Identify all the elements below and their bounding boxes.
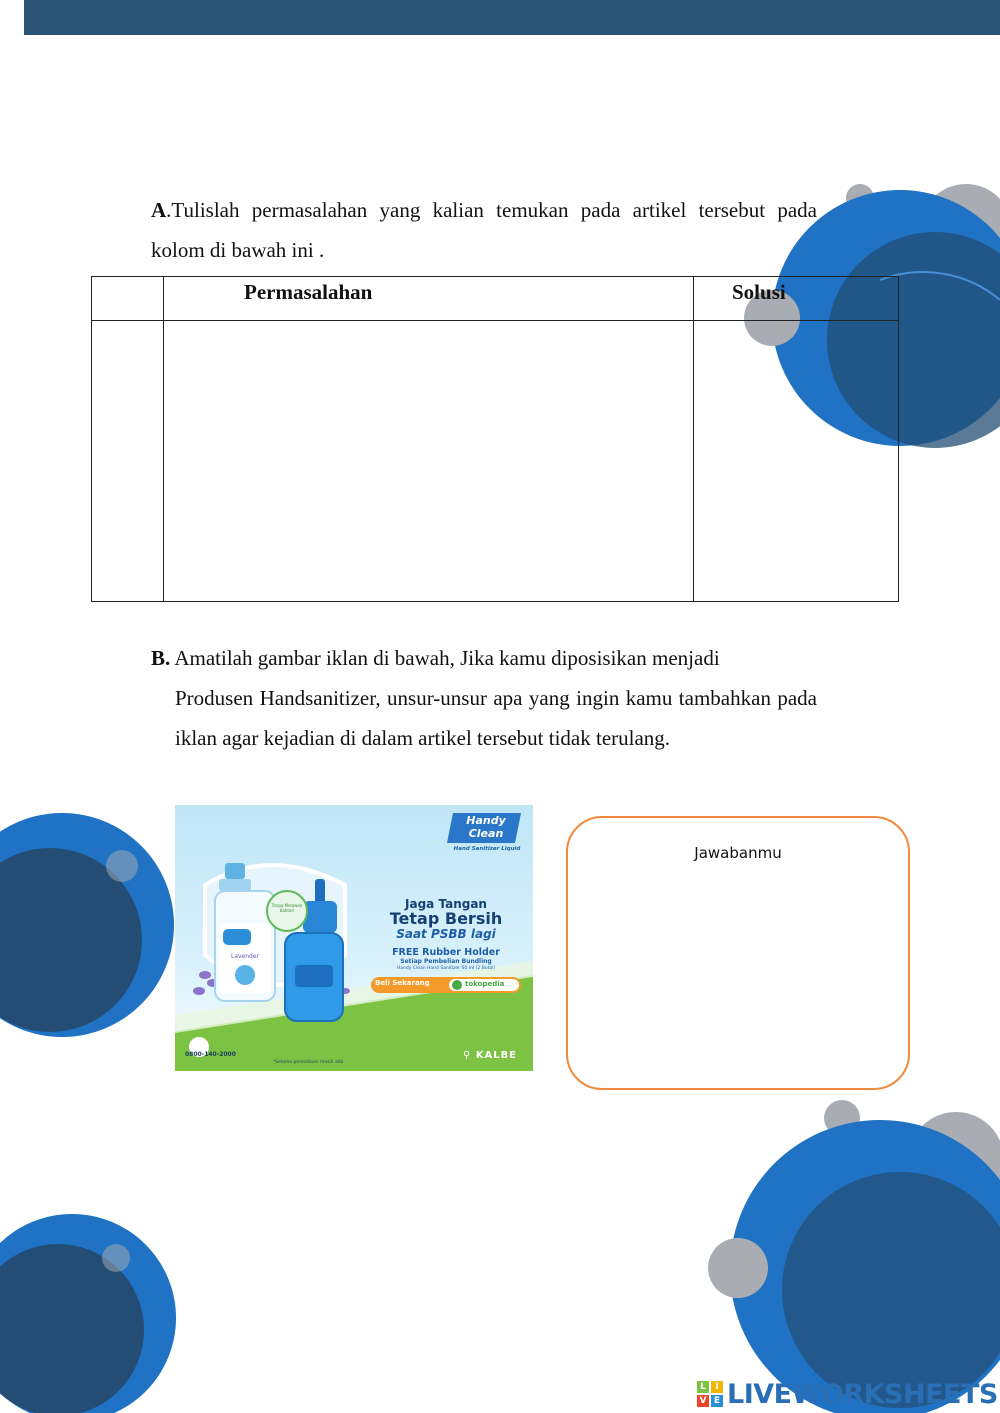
hand-sanitizer-ad-image [175,805,533,1071]
ad-maker-logo [463,1050,517,1061]
ad-store: tokopedia [465,980,505,988]
table-header-row [92,277,899,321]
liveworksheets-logo [697,1375,998,1413]
problem-solution-table [91,276,899,602]
section-b-text-rest: Produsen Handsanitizer, unsur-unsur apa yang ingin kamu tambahkan pada iklan agar kejadian di dalam artikel tersebut tidak terulang. [175,686,817,750]
table-row [92,321,899,602]
section-b-text-first: Amatilah gambar iklan di bawah, Jika kamu diposisikan menjadi [174,646,720,670]
answer-box[interactable] [566,816,910,1090]
ad-headline2: Tetap Bersih [389,909,503,928]
ad-offer: FREE Rubber Holder [392,947,500,958]
grey-bubble [708,1238,768,1298]
ad-brand-line1: Handy [466,814,506,827]
table-header-permasalahan: Permasalahan [164,277,694,321]
section-a-instruction [151,190,817,270]
ad-hotline: 0800-140-2000 [185,1051,236,1058]
section-b-instruction [151,638,817,758]
table-header-solusi: Solusi [694,277,899,321]
ad-cta: Beli Sekarang [375,979,430,987]
table-header-number [92,277,164,321]
liveworksheets-logo-text: LIVEWORKSHEETS [727,1378,998,1410]
logo-letter: E [711,1395,723,1407]
logo-letter: L [697,1381,709,1393]
circle-cluster-bottom-right [708,1100,1000,1413]
ad-bottle-label: Lavender [230,953,260,960]
ad-headline1: Jaga Tangan [405,897,487,911]
kalbe-icon: ⚲ [463,1050,472,1061]
liveworksheets-mark-icon [697,1381,723,1407]
ad-brand-line2: Clean [468,827,504,840]
ad-badge-text: Tanpa Melawan Bakteri [271,903,303,913]
ad-brand-logo [455,814,517,840]
grey-bubble [106,850,138,882]
section-a-text: .Tulislah permasalahan yang kalian temukan pada artikel tersebut pada kolom di bawah ini . [151,198,817,262]
ad-footnote: *Selama persediaan masih ada [273,1060,344,1065]
ad-offer-sub1: Setiap Pembelian Bundling [400,958,492,965]
ad-brand-sub: Hand Sanitizer Liquid [453,846,521,852]
logo-letter: V [697,1395,709,1407]
logo-letter: I [711,1381,723,1393]
section-a-marker: A [151,198,167,222]
grey-bubble [102,1244,130,1272]
section-b-marker: B. [151,646,171,670]
table-cell-problem[interactable] [164,321,694,602]
table-cell-number[interactable] [92,321,164,602]
circle-cluster-bottom-left [0,1214,176,1413]
circle-cluster-left-middle [0,813,174,1037]
ad-headline3: Saat PSBB lagi [396,927,496,941]
table-cell-solution[interactable] [694,321,899,602]
ad-maker-text: KALBE [475,1050,518,1061]
answer-label: Jawabanmu [694,844,782,862]
ad-offer-sub2: Handy Clean Hand Sanitizer 60 ml (2 Botol) [396,966,496,971]
